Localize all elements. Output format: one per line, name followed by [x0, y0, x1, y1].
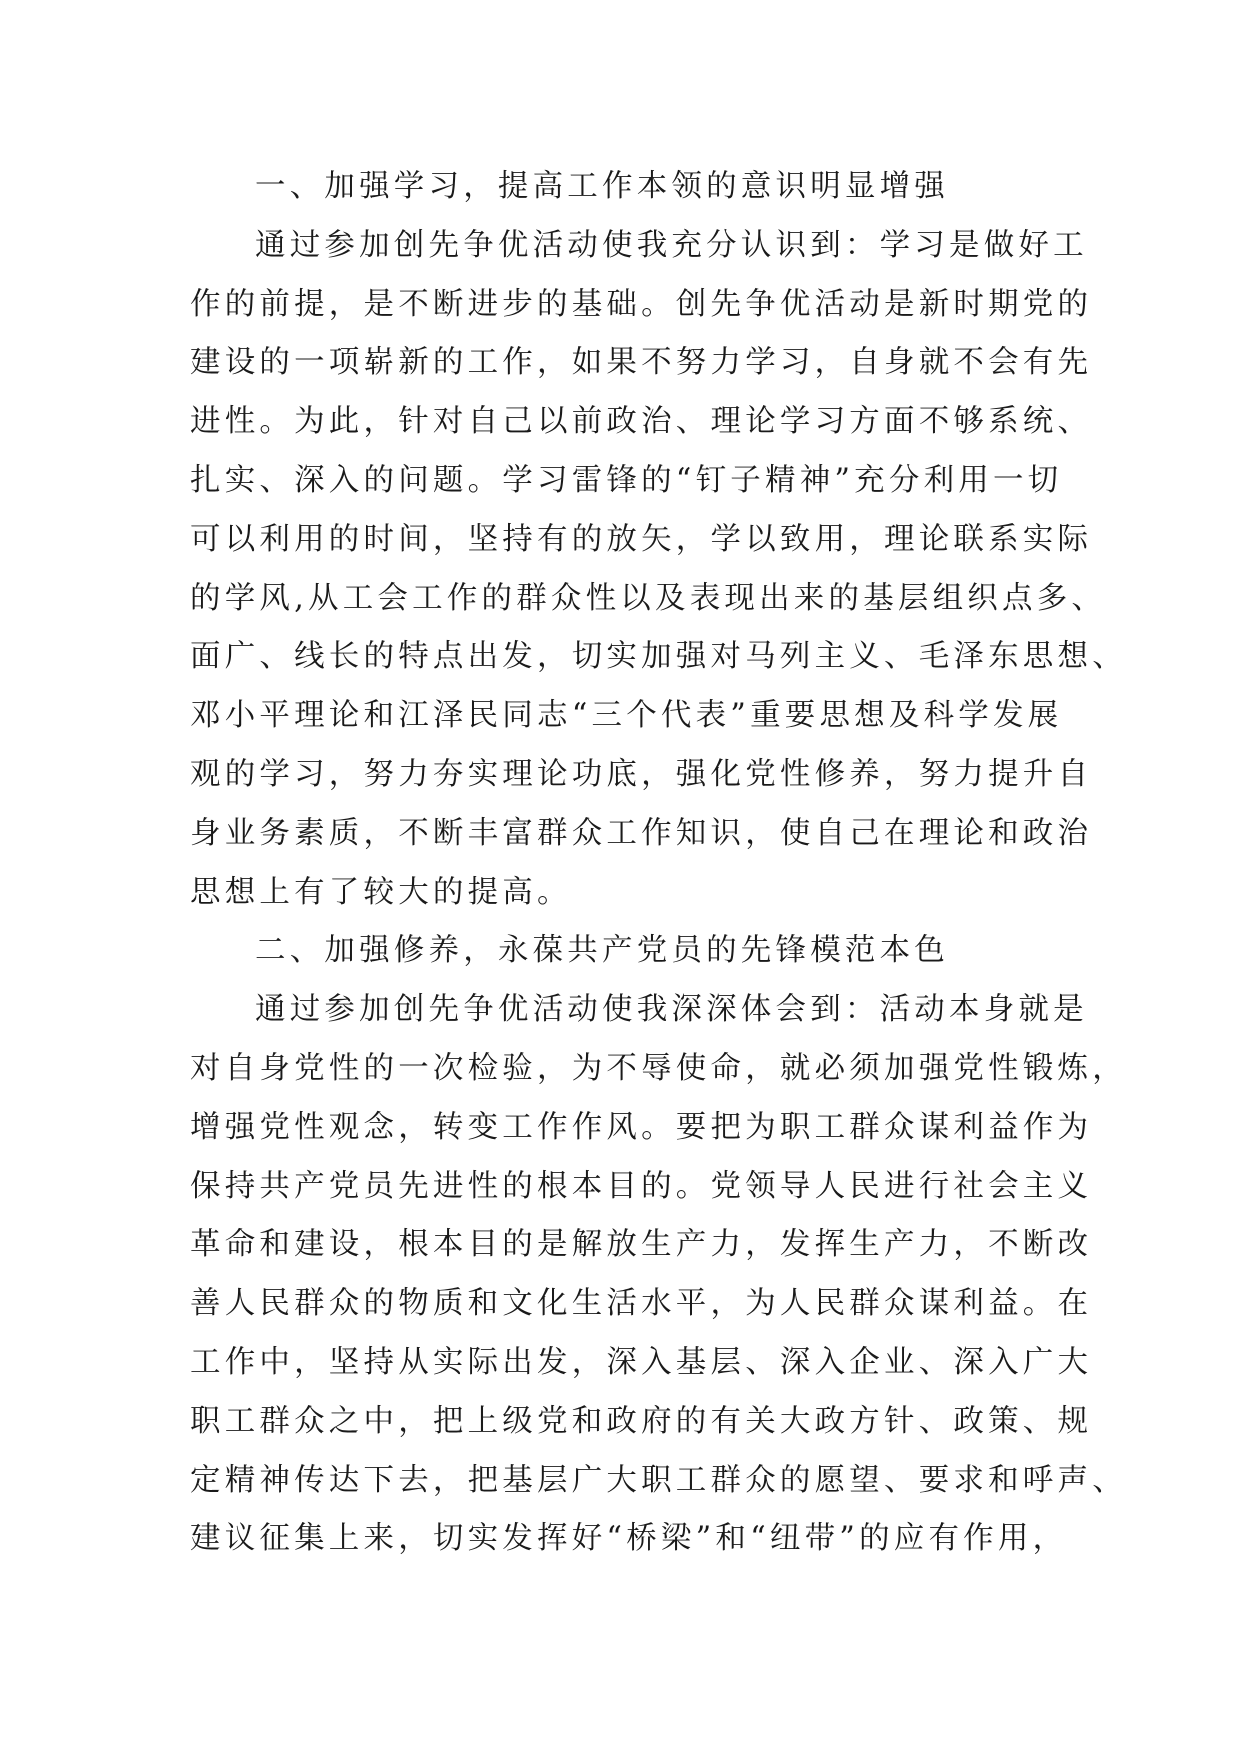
paragraph-line: 善人民群众的物质和文化生活水平，为人民群众谋利益。在: [190, 1286, 1093, 1322]
paragraph-line: 作的前提，是不断进步的基础。创先争优活动是新时期党的: [190, 286, 1093, 322]
paragraph-line: 保持共产党员先进性的根本目的。党领导人民进行社会主义: [190, 1168, 1093, 1204]
paragraph-line: 观的学习，努力夯实理论功底，强化党性修养，努力提升自: [190, 756, 1093, 792]
paragraph-line: 可以利用的时间，坚持有的放矢，学以致用，理论联系实际: [190, 521, 1093, 557]
paragraph-line: 建设的一项崭新的工作，如果不努力学习，自身就不会有先: [190, 345, 1093, 381]
paragraph-line: 思想上有了较大的提高。: [190, 874, 572, 910]
paragraph-line: 的学风,从工会工作的群众性以及表现出来的基层组织点多、: [190, 580, 1107, 616]
paragraph-line: 通过参加创先争优活动使我充分认识到：学习是做好工: [255, 227, 1088, 263]
section-heading-2: 二、加强修养，永葆共产党员的先锋模范本色: [255, 933, 949, 969]
paragraph-line: 工作中，坚持从实际出发，深入基层、深入企业、深入广大: [190, 1344, 1093, 1380]
section-heading-1: 一、加强学习，提高工作本领的意识明显增强: [255, 169, 949, 204]
paragraph-line: 邓小平理论和江泽民同志“三个代表”重要思想及科学发展: [190, 698, 1063, 734]
paragraph-line: 革命和建设，根本目的是解放生产力，发挥生产力，不断改: [190, 1227, 1093, 1263]
document-body: [190, 158, 1127, 1569]
paragraph-line: 对自身党性的一次检验，为不辱使命，就必须加强党性锻炼，: [190, 1050, 1127, 1086]
paragraph-line: 通过参加创先争优活动使我深深体会到：活动本身就是: [255, 992, 1088, 1028]
paragraph-line: 建议征集上来，切实发挥好“桥梁”和“纽带”的应有作用，: [190, 1521, 1068, 1557]
paragraph-line: 增强党性观念，转变工作作风。要把为职工群众谋利益作为: [190, 1109, 1093, 1145]
paragraph-line: 进性。为此，针对自己以前政治、理论学习方面不够系统、: [190, 404, 1093, 440]
paragraph-line: 定精神传达下去，把基层广大职工群众的愿望、要求和呼声、: [190, 1462, 1127, 1498]
paragraph-line: 面广、线长的特点出发，切实加强对马列主义、毛泽东思想、: [190, 639, 1127, 675]
paragraph-line: 身业务素质，不断丰富群众工作知识，使自己在理论和政治: [190, 815, 1093, 851]
paragraph-line: 扎实、深入的问题。学习雷锋的“钉子精神”充分利用一切: [190, 462, 1063, 498]
paragraph-line: 职工群众之中，把上级党和政府的有关大政方针、政策、规: [190, 1403, 1093, 1439]
